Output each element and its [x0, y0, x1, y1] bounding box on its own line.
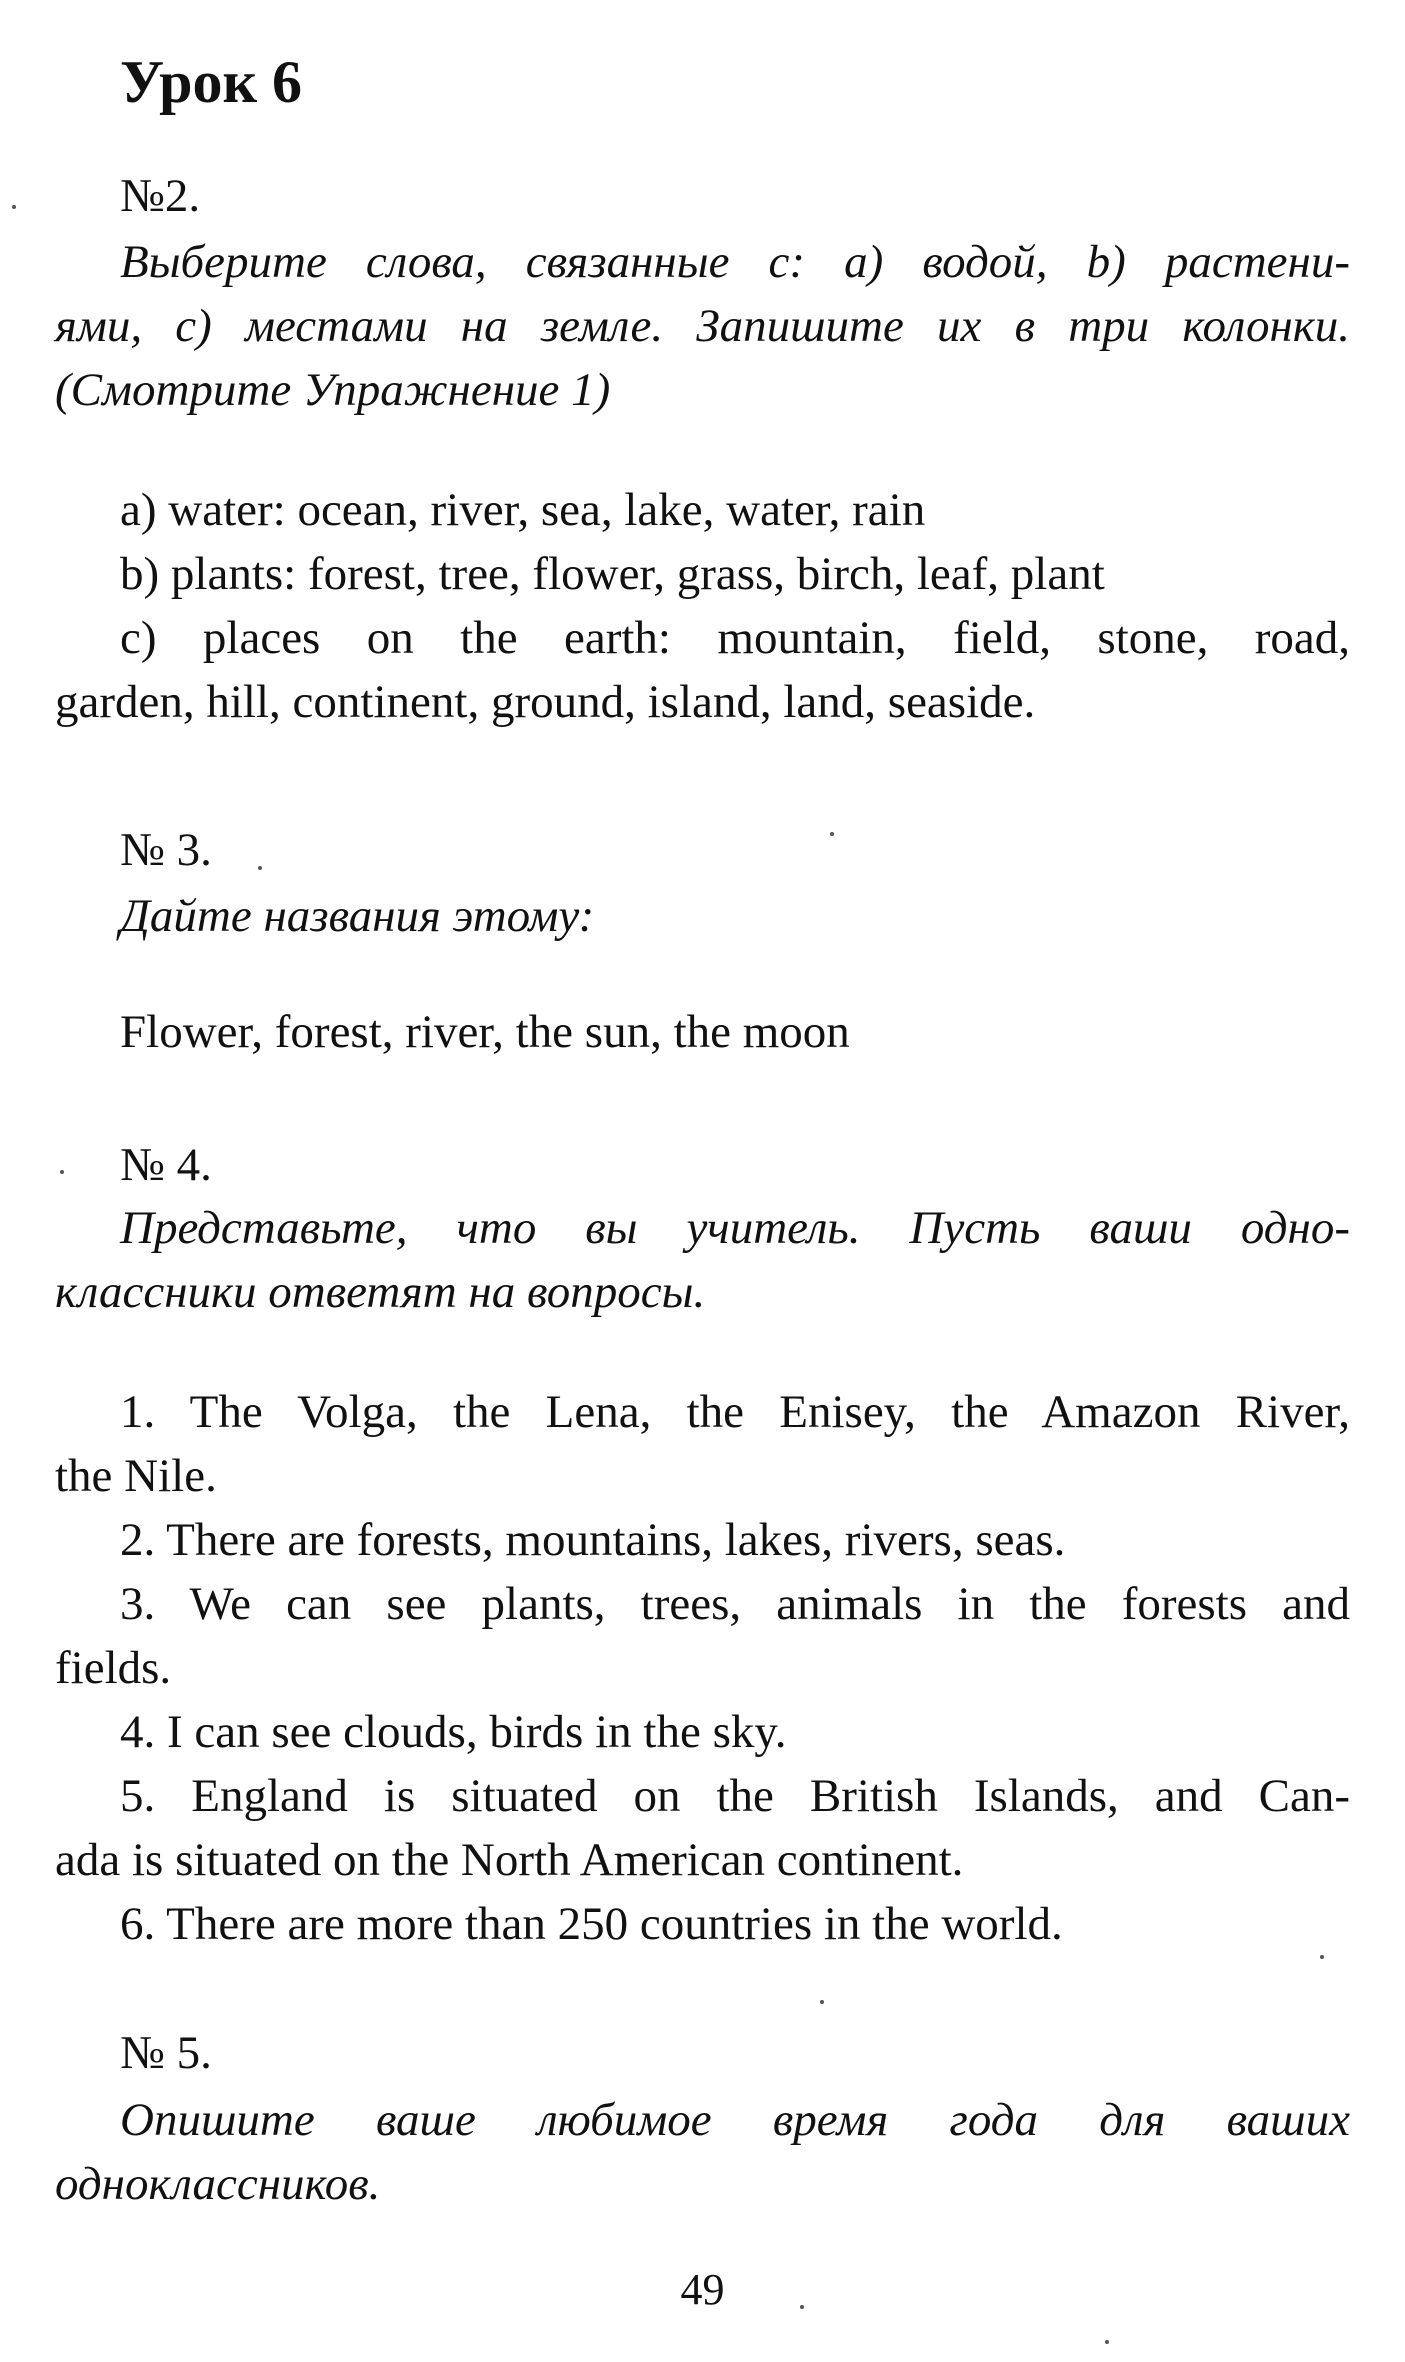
exercise-4-instruction — [55, 1196, 1350, 1324]
answer-line: 1. The Volga, the Lena, the Enisey, the Amazon River, — [120, 1386, 1350, 1438]
answer-line: c) places on the earth: mountain, field, stone, road, — [120, 612, 1350, 664]
exercise-3-answers — [55, 1000, 1350, 1064]
exercise-5-number: № 5. — [120, 2027, 212, 2079]
scan-speck — [60, 1170, 64, 1174]
answer-line: the Nile. — [55, 1450, 217, 1502]
answer-line: fields. — [55, 1642, 172, 1694]
exercise-2-instruction — [55, 230, 1350, 422]
page-number: 49 — [680, 2265, 725, 2314]
exercise-5-instruction-line: одноклассников. — [55, 2158, 381, 2210]
answer-line: b) plants: forest, tree, flower, grass, birch, leaf, plant — [120, 548, 1105, 600]
exercise-5-instruction-line: Опишите ваше любимое время года для ваших — [120, 2094, 1350, 2146]
answer-line: ada is situated on the North American continent. — [55, 1834, 964, 1886]
scan-speck — [258, 866, 262, 870]
answer-line: 4. I can see clouds, birds in the sky. — [120, 1706, 787, 1758]
exercise-2-number: №2. — [120, 170, 201, 222]
scan-speck — [830, 832, 834, 836]
answer-line: 6. There are more than 250 countries in the world. — [120, 1898, 1063, 1950]
exercise-2-instruction-line: ями, c) местами на земле. Запишите их в три колонки. — [55, 300, 1350, 352]
scan-speck — [800, 2305, 804, 2309]
answer-line: Flower, forest, river, the sun, the moon — [120, 1006, 850, 1058]
answer-line: a) water: ocean, river, sea, lake, water, rain — [120, 484, 926, 536]
exercise-4-number: № 4. — [120, 1139, 212, 1191]
exercise-3-number: № 3. — [120, 824, 212, 876]
scan-speck — [12, 205, 16, 209]
scan-speck — [1105, 2340, 1109, 2344]
answer-line: 5. England is situated on the British Islands, and Can- — [120, 1770, 1350, 1822]
answer-line: 3. We can see plants, trees, animals in the forests and — [120, 1578, 1350, 1630]
exercise-2-instruction-line: (Смотрите Упражнение 1) — [55, 364, 611, 416]
answer-line: garden, hill, continent, ground, island, land, seaside. — [55, 676, 1036, 728]
exercise-2-answers — [55, 478, 1350, 734]
answer-line: 2. There are forests, mountains, lakes, rivers, seas. — [120, 1514, 1066, 1566]
exercise-3-instruction-line: Дайте названия этому: — [120, 890, 595, 942]
exercise-4-instruction-line: классники ответят на вопросы. — [55, 1266, 706, 1318]
exercise-5-instruction — [55, 2088, 1350, 2216]
scan-speck — [1320, 1955, 1324, 1959]
exercise-4-answers — [55, 1380, 1350, 1956]
scan-speck — [820, 2000, 824, 2004]
exercise-3-instruction — [55, 884, 1350, 948]
exercise-4-instruction-line: Представьте, что вы учитель. Пусть ваши одно- — [120, 1202, 1350, 1254]
exercise-2-instruction-line: Выберите слова, связанные с: a) водой, b) растени- — [120, 236, 1350, 288]
lesson-title: Урок 6 — [120, 49, 303, 115]
